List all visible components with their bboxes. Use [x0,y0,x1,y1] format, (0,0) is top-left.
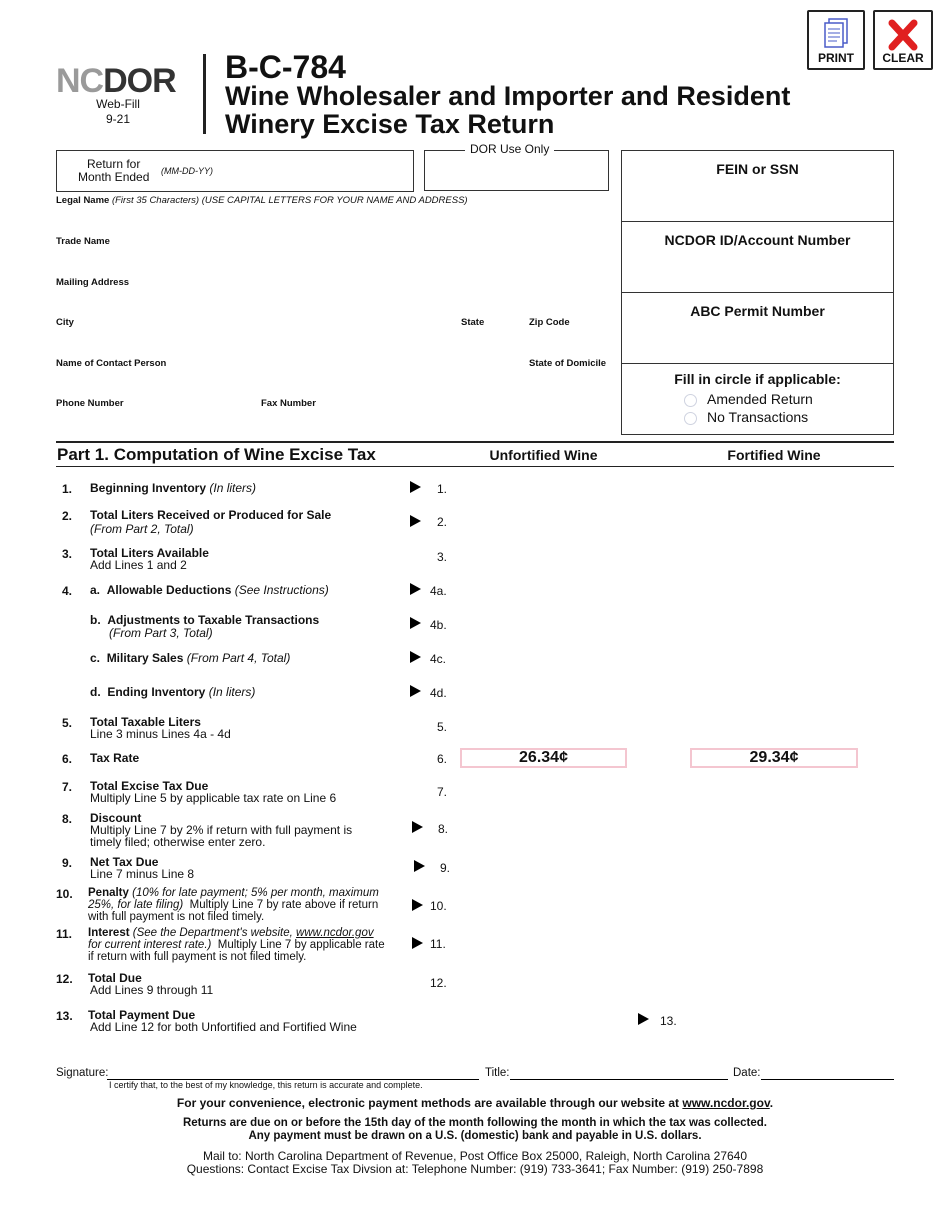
line9-unfortified-value [460,856,627,878]
line9-sub: Line 7 minus Line 8 [90,867,195,881]
line3-num: 3. [62,547,73,561]
footer-due-line1: Returns are due on or before the 15th day of the month following the month in which the tax was collected. [182,1117,767,1129]
date-input[interactable] [761,1079,894,1080]
line9-fortified-value [690,856,858,878]
line5-fortified-value [690,714,858,736]
line8-fortified-input[interactable] [690,817,858,839]
line13-title: Total Payment Due [88,1008,196,1022]
unfortified-tax-rate: 26.34¢ [460,748,627,768]
line10-sub3: with full payment is not filed timely. [88,911,265,923]
fortified-tax-rate: 29.34¢ [690,748,858,768]
line10-num: 10. [56,887,73,901]
line10-arrow-icon [412,899,423,911]
ncdor-id-label: NCDOR ID/Account Number [664,232,851,248]
city-input[interactable] [56,329,446,355]
state-of-domicile-label: State of Domicile [529,358,607,369]
clear-button[interactable] [873,10,933,70]
line13-num: 13. [56,1009,73,1023]
line3-fortified-value [690,544,858,566]
contact-person-input[interactable] [56,370,516,396]
line5-ref: 5. [437,720,448,734]
line5-num: 5. [62,716,73,730]
line2-desc [90,509,331,535]
ncdor-id-box [621,221,894,293]
footer-website-link[interactable]: www.ncdor.gov [682,1096,770,1110]
line4d-unfortified-input[interactable] [460,681,627,703]
line7-sub: Multiply Line 5 by applicable tax rate on Line 6 [90,791,337,805]
line2-unfortified-input[interactable] [460,510,627,532]
state-input[interactable] [461,329,516,355]
no-transactions-label: No Transactions [707,409,809,425]
fill-in-label: Fill in circle if applicable: [674,371,841,387]
line11-url[interactable]: www.ncdor.gov [296,927,374,939]
line7-ref: 7. [437,785,448,799]
line4b-sub: (From Part 3, Total) [109,626,213,640]
line2-title: Total Liters Received or Produced for Sale [90,508,332,522]
line11-note1: (See the Department's website, [132,927,293,939]
logo-nc: NC [56,62,104,100]
month-ended-label: Month Ended [78,170,150,184]
form-title-line1: Wine Wholesaler and Importer and Resident [225,81,791,111]
part1-top-rule [56,441,894,443]
line10-unfortified-input[interactable] [460,894,627,916]
line3-ref: 3. [437,550,448,564]
line11-ref: 11. [430,937,446,951]
line12-num: 12. [56,972,73,986]
ncdor-id-input[interactable] [642,256,872,284]
line7-desc [90,780,336,804]
form-number: B-C-784 [225,49,346,85]
line4b-title: Adjustments to Taxable Transactions [107,613,320,627]
line9-desc [90,856,194,880]
city-label: City [56,317,74,328]
line12-unfortified-value [460,970,627,992]
line2-sub: (From Part 2, Total) [90,522,194,536]
line12-title: Total Due [88,971,142,985]
line4c-unfortified-input[interactable] [460,647,627,669]
line4c-ref: 4c. [430,652,447,666]
line1-arrow-icon [410,481,421,493]
signature-label: Signature: [56,1067,109,1079]
line13-sub: Add Line 12 for both Unfortified and Fortified Wine [90,1020,357,1034]
footer-convenience-text: For your convenience, electronic payment methods are available through our website at [176,1096,680,1110]
phone-number-input[interactable] [56,410,246,434]
zip-code-input[interactable] [529,329,607,355]
line4a-note: (See Instructions) [234,583,329,597]
line11-sub2: Multiply Line 7 by applicable rate [217,939,385,951]
line4b-arrow-icon [410,617,421,629]
print-label: PRINT [818,51,854,65]
line4a-fortified-input[interactable] [690,579,858,601]
line11-num: 11. [56,927,73,941]
line10-fortified-input[interactable] [690,894,858,916]
line4a-arrow-icon [410,583,421,595]
line9-title: Net Tax Due [90,855,159,869]
clear-x-icon [886,17,920,53]
line1-note: (In liters) [209,481,257,495]
line4b-unfortified-input[interactable] [460,613,627,635]
line8-desc [90,812,352,848]
state-of-domicile-input[interactable] [529,370,607,396]
line8-sub2: timely filed; otherwise enter zero. [90,835,266,849]
legal-name-hint: (First 35 Characters) (USE CAPITAL LETTERS FOR YOUR NAME AND ADDRESS) [111,195,468,206]
footer-due-line2: Any payment must be drawn on a U.S. (domestic) bank and payable in U.S. dollars. [248,1130,702,1142]
line4d-ref: 4d. [430,686,447,700]
line5-unfortified-value [460,714,627,736]
line11-title: Interest [88,927,130,939]
line4c-letter: c. [90,651,101,665]
line3-title: Total Liters Available [90,546,209,560]
ncdor-logo [56,62,186,101]
line10-note1: (10% for late payment; 5% per month, maximum [132,887,379,899]
line4b-ref: 4b. [430,618,447,632]
line4c-title: Military Sales [106,651,184,665]
line13-arrow-icon [638,1013,649,1025]
line10-title: Penalty [88,887,129,899]
line4-num: 4. [62,584,73,598]
line11-unfortified-input[interactable] [460,932,627,954]
line1-unfortified-input[interactable] [460,477,627,499]
line4d-fortified-input[interactable] [690,681,858,703]
state-label: State [461,317,485,328]
fein-ssn-input[interactable] [642,185,872,213]
legal-name-title: Legal Name [56,195,110,206]
header-divider [203,54,206,134]
print-button[interactable] [807,10,865,70]
line12-ref: 12. [430,976,447,990]
part1-title: Part 1. Computation of Wine Excise Tax [57,445,376,464]
line5-title: Total Taxable Liters [90,715,201,729]
line13-total-payment-value [690,1008,858,1030]
title-input[interactable] [510,1079,728,1080]
col-fortified-header: Fortified Wine [727,447,821,463]
clear-label: CLEAR [882,51,924,65]
line9-ref: 9. [440,861,451,875]
certify-text: I certify that, to the best of my knowledge, this return is accurate and complete. [109,1080,423,1090]
no-transactions-radio[interactable] [684,412,697,425]
legal-name-label [56,195,468,206]
logo-version: 9-21 [105,112,131,126]
line7-title: Total Excise Tax Due [90,779,209,793]
line4a-desc [90,584,329,596]
line1-fortified-input[interactable] [690,477,858,499]
line4c-desc [90,652,290,664]
logo-dor: DOR [103,62,176,100]
contact-person-label: Name of Contact Person [56,358,167,369]
fill-in-box [621,363,894,435]
footer-questions: Questions: Contact Excise Tax Divsion at: Telephone Number: (919) 733-3641; Fax Number: (919) 250-7898 [186,1162,764,1176]
return-for-box [56,150,414,192]
line1-num: 1. [62,482,73,496]
line4d-desc [90,686,255,698]
line4c-note: (From Part 4, Total) [186,651,291,665]
line11-note2: for current interest rate.) [88,939,212,951]
date-format-hint: (MM-DD-YY) [161,166,213,176]
fax-number-input[interactable] [261,410,451,434]
trade-name-input[interactable] [56,248,606,274]
line6-num: 6. [62,752,73,766]
line7-num: 7. [62,780,73,794]
line4a-ref: 4a. [430,584,447,598]
date-label: Date: [733,1067,761,1079]
line11-desc [88,927,385,963]
line8-ref: 8. [438,822,449,836]
mailing-address-input[interactable] [56,289,606,315]
zip-code-label: Zip Code [529,317,570,328]
line11-fortified-input[interactable] [690,932,858,954]
line10-sub2: Multiply Line 7 by rate above if return [189,899,379,911]
amended-return-label: Amended Return [707,391,813,407]
line8-unfortified-input[interactable] [460,817,627,839]
line3-desc [90,547,209,571]
line5-sub: Line 3 minus Lines 4a - 4d [90,727,231,741]
logo-webfill: Web-Fill [96,97,140,111]
line2-arrow-icon [410,515,421,527]
line8-title: Discount [90,811,142,825]
line4d-title: Ending Inventory [107,685,206,699]
line11-arrow-icon [412,937,423,949]
line6-ref: 6. [437,752,448,766]
line4a-unfortified-input[interactable] [460,579,627,601]
line11-sub3: if return with full payment is not filed timely. [88,951,307,963]
phone-number-label: Phone Number [56,398,124,409]
line2-num: 2. [62,509,73,523]
month-ended-input[interactable] [222,157,407,185]
line4d-arrow-icon [410,685,421,697]
mailing-address-label: Mailing Address [56,277,130,288]
line4a-letter: a. [90,583,101,597]
line1-ref: 1. [437,482,448,496]
abc-permit-label: ABC Permit Number [690,303,825,319]
dor-use-only-box [424,142,609,191]
line10-note2: 25%, for late filing) [88,899,184,911]
line4d-note: (In liters) [208,685,256,699]
amended-return-radio[interactable] [684,394,697,407]
abc-permit-input[interactable] [642,327,872,355]
line10-desc [88,887,379,923]
form-title-line2: Winery Excise Tax Return [225,109,555,139]
line4d-letter: d. [90,685,101,699]
line4a-title: Allowable Deductions [106,583,232,597]
return-for-label: Return for [87,157,141,171]
dor-use-only-label: DOR Use Only [465,142,554,156]
legal-name-input[interactable] [56,207,606,233]
line1-desc [90,482,256,494]
part1-bottom-rule [56,466,894,467]
line13-ref: 13. [660,1014,677,1028]
fax-number-label: Fax Number [261,398,316,409]
line8-num: 8. [62,812,73,826]
line9-num: 9. [62,856,73,870]
footer-mail-to: Mail to: North Carolina Department of Revenue, Post Office Box 25000, Raleigh, North Carolina 27640 [202,1149,748,1163]
line9-arrow-icon [414,860,425,872]
line4b-fortified-input[interactable] [690,613,858,635]
line7-unfortified-value [460,779,627,801]
line12-sub: Add Lines 9 through 11 [90,983,214,997]
line4c-arrow-icon [410,651,421,663]
amended-return-option[interactable] [684,391,813,407]
line1-title: Beginning Inventory [90,481,207,495]
line6-title: Tax Rate [90,751,140,765]
line3-unfortified-value [460,544,627,566]
line12-fortified-value [690,970,858,992]
line8-arrow-icon [412,821,423,833]
line2-ref: 2. [437,515,448,529]
line7-fortified-value [690,779,858,801]
no-transactions-option[interactable] [684,409,808,425]
abc-permit-box [621,292,894,364]
fein-ssn-label: FEIN or SSN [716,161,799,177]
line8-sub1: Multiply Line 7 by 2% if return with full payment is [90,823,353,837]
fein-ssn-box [621,150,894,222]
col-unfortified-header: Unfortified Wine [489,447,598,463]
footer-convenience: For your convenience, electronic payment methods are available through our website at www.ncdor.gov. [176,1096,774,1110]
line13-desc [88,1009,357,1033]
line4c-fortified-input[interactable] [690,647,858,669]
line4b-desc [90,614,319,639]
line12-desc [88,972,213,996]
line3-sub: Add Lines 1 and 2 [90,558,187,572]
print-icon [819,16,853,54]
line4b-letter: b. [90,613,101,627]
line2-fortified-input[interactable] [690,510,858,532]
line5-desc [90,716,231,740]
line10-ref: 10. [430,899,447,913]
title-label: Title: [485,1067,510,1079]
trade-name-label: Trade Name [56,236,110,247]
